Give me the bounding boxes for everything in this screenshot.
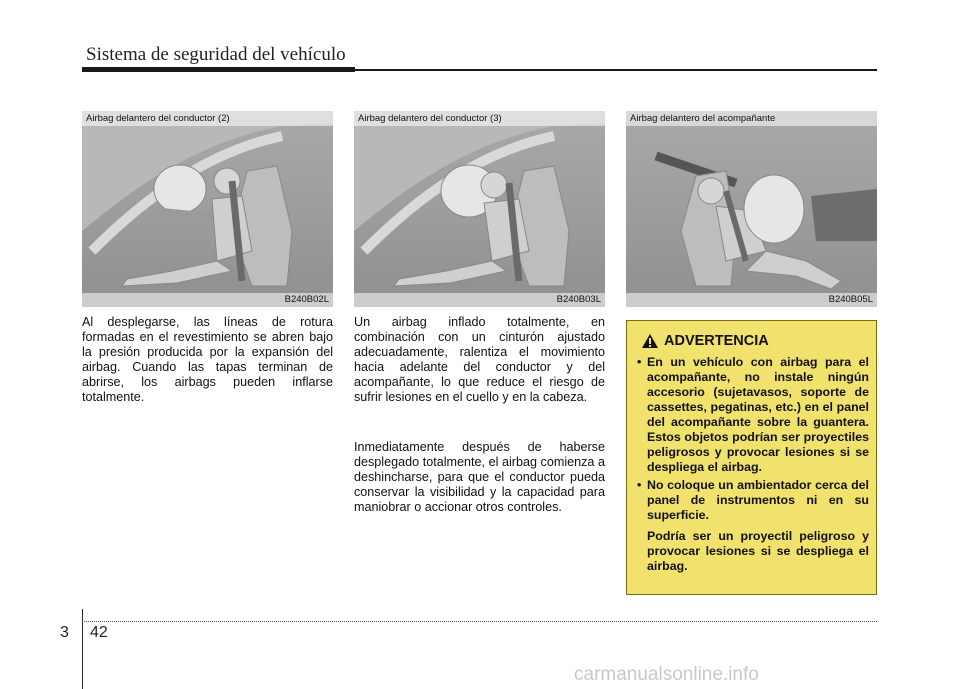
column1-paragraph: Al desplegarse, las líneas de rotura formadas en el revestimiento se abren bajo la presión producida por la expansión del airbag. Cuando las tapas terminan de abrirse, los airbags pueden inflarse totalmente.	[82, 315, 333, 404]
column2-paragraph1: Un airbag inflado totalmente, en combinación con un cinturón ajustado adecuadamente, ralentiza el movimiento hacia adelante del conductor y del acompañante, lo que reduce el riesgo de sufrir lesiones en el cuello y en la cabeza.	[354, 315, 605, 404]
column2-paragraph2: Inmediatamente después de haberse desplegado totalmente, el airbag comienza a deshincharse, para que el conductor pueda conservar la visibilidad y la capacidad para maniobrar o accionar otros controles.	[354, 440, 605, 514]
figure-caption: Airbag delantero del conductor (3)	[358, 113, 502, 124]
warning-item-text: En un vehículo con airbag para el acompañante, no instale ningún accesorio (sujetavasos, soporte de cassettes, pegatinas, etc.) en el panel del acompañante sobre la guantera. Estos objetos podrían ser proyectiles peligrosos y provocar lesiones si se despliega el airbag.	[647, 355, 869, 474]
bullet: •	[637, 478, 642, 492]
figure-driver-airbag-2	[82, 111, 333, 307]
figure-driver-airbag-3	[354, 111, 605, 307]
footer-rule-horizontal	[82, 621, 877, 623]
warning-list	[637, 355, 869, 577]
header-rule-thin	[355, 69, 877, 71]
driver-airbag-illustration	[82, 111, 333, 307]
passenger-airbag-illustration	[626, 111, 877, 307]
header-rule-thick	[82, 67, 355, 72]
warning-header	[641, 333, 769, 349]
warning-box	[626, 320, 877, 595]
figure-code: B240B02L	[284, 294, 329, 305]
warning-item-extra: Podría ser un proyectil peligroso y provocar lesiones si se despliega el airbag.	[647, 529, 869, 573]
warning-triangle-icon	[641, 333, 659, 349]
figure-caption: Airbag delantero del conductor (2)	[86, 113, 230, 124]
figure-code: B240B05L	[828, 294, 873, 305]
warning-item-text: No coloque un ambientador cerca del panel de instrumentos ni en su superficie.	[647, 478, 869, 522]
chapter-number: 3	[60, 624, 69, 641]
warning-title: ADVERTENCIA	[664, 333, 769, 349]
figure-passenger-airbag	[626, 111, 877, 307]
page-header-title: Sistema de seguridad del vehículo	[86, 44, 346, 65]
page-number: 42	[90, 624, 108, 641]
driver-airbag-deflating-illustration	[354, 111, 605, 307]
figure-code: B240B03L	[556, 294, 601, 305]
figure-caption: Airbag delantero del acompañante	[630, 113, 776, 124]
warning-item	[637, 478, 869, 574]
bullet: •	[637, 355, 642, 369]
watermark: carmanualsonline.info	[574, 664, 759, 685]
warning-item	[637, 355, 869, 475]
